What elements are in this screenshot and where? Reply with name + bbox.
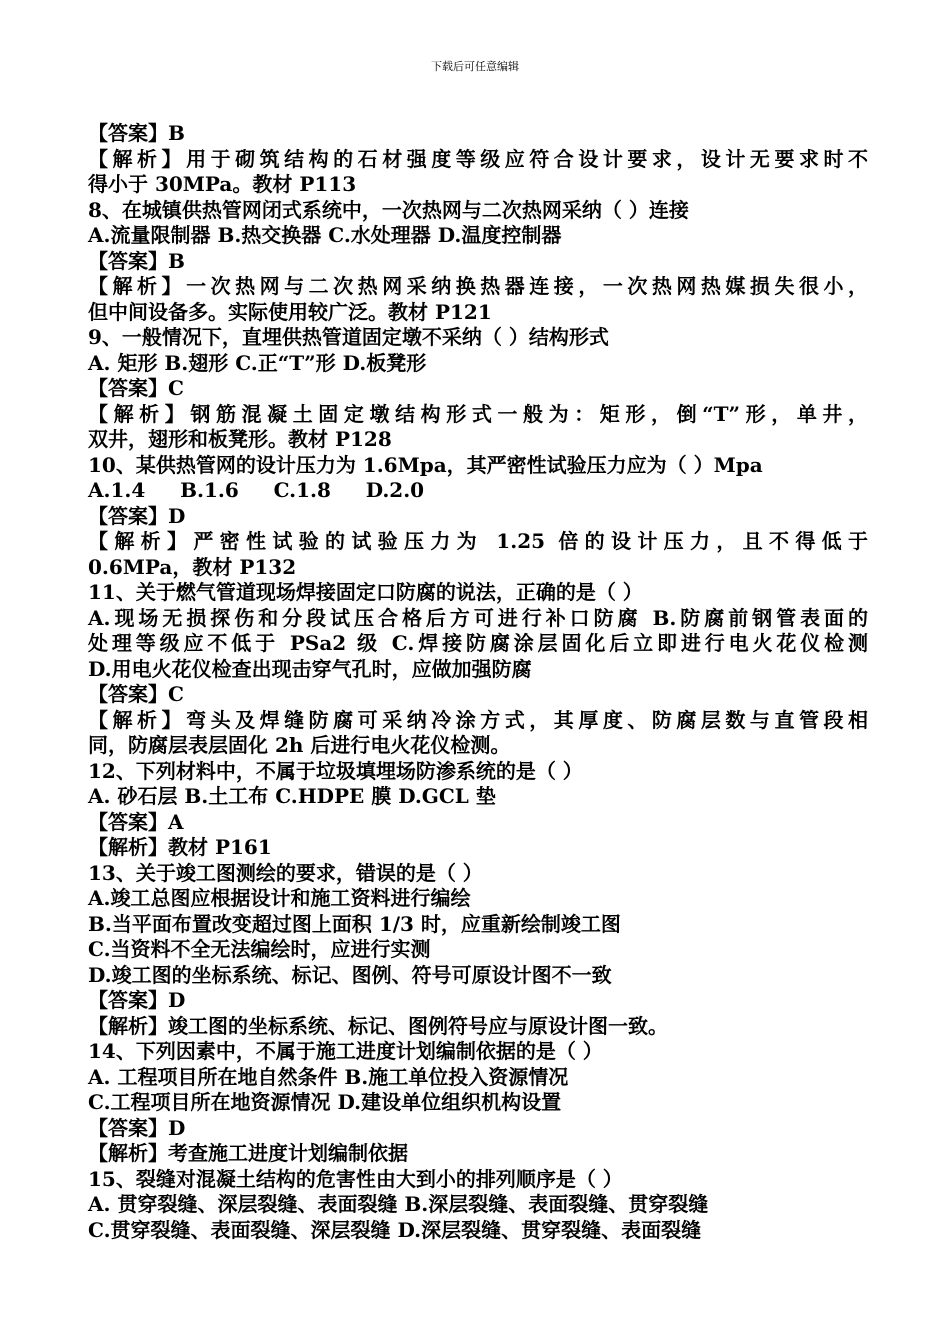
- question-line: 13、关于竣工图测绘的要求，错误的是（ ）: [88, 860, 483, 885]
- question-line: 14、下列因素中，不属于施工进度计划编制依据的是（ ）: [88, 1039, 603, 1063]
- options-line: A.1.4 B.1.6 C.1.8 D.2.0: [88, 478, 425, 502]
- options-line: A.现场无损探伤和分段试压合格后方可进行补口防腐 B.防腐前钢管表面的: [88, 605, 868, 630]
- explanation-line: 【解析】严密性试验的试验压力为 1.25 倍的设计压力，且不得低于: [88, 529, 868, 553]
- explanation-line: 双井，翅形和板凳形。教材 P128: [88, 427, 392, 451]
- answer-line: 【答案】C: [88, 376, 184, 400]
- explanation-line: 【解析】竣工图的坐标系统、标记、图例符号应与原设计图一致。: [88, 1013, 668, 1038]
- question-line: 12、下列材料中，不属于垃圾填埋场防渗系统的是（ ）: [88, 758, 583, 783]
- answer-line: 【答案】D: [88, 1115, 186, 1140]
- options-line: A.流量限制器 B.热交换器 C.水处理器 D.温度控制器: [88, 223, 562, 247]
- answer-line: 【答案】B: [88, 248, 185, 273]
- options-line: C.当资料不全无法编绘时，应进行实测: [88, 937, 431, 961]
- question-line: 15、裂缝对混凝土结构的危害性由大到小的排列顺序是（ ）: [88, 1166, 623, 1191]
- document-body: [88, 121, 868, 1243]
- page-header: 下载后可任意编辑: [431, 60, 519, 73]
- answer-line: 【答案】D: [88, 988, 186, 1012]
- options-line: A. 矩形 B.翅形 C.正“T”形 D.板凳形: [88, 350, 427, 375]
- explanation-line: 【解析】钢筋混凝土固定墩结构形式一般为：矩形，倒“T”形，单井，: [88, 401, 868, 426]
- question-line: 8、在城镇供热管网闭式系统中，一次热网与二次热网采纳（ ）连接: [88, 197, 689, 222]
- explanation-line: 0.6MPa，教材 P132: [88, 554, 297, 579]
- explanation-line: 得小于 30MPa。教材 P113: [88, 172, 357, 196]
- explanation-line: 【解析】用于砌筑结构的石材强度等级应符合设计要求，设计无要求时不: [88, 146, 868, 171]
- explanation-line: 【解析】考查施工进度计划编制依据: [88, 1141, 408, 1165]
- options-line: A.竣工总图应根据设计和施工资料进行编绘: [88, 886, 471, 910]
- answer-line: 【答案】A: [88, 809, 184, 834]
- options-line: A. 砂石层 B.土工布 C.HDPE 膜 D.GCL 垫: [88, 784, 496, 808]
- options-line: D.竣工图的坐标系统、标记、图例、符号可原设计图不一致: [88, 962, 612, 987]
- explanation-line: 但中间设备多。实际使用较广泛。教材 P121: [88, 299, 492, 324]
- answer-line: 【答案】B: [88, 121, 185, 145]
- question-line: 11、关于燃气管道现场焊接固定口防腐的说法，正确的是（ ）: [88, 580, 643, 604]
- answer-line: 【答案】C: [88, 682, 184, 706]
- question-line: 10、某供热管网的设计压力为 1.6Mpa，其严密性试验压力应为（ ）Mpa: [88, 452, 763, 477]
- explanation-line: 【解析】一次热网与二次热网采纳换热器连接，一次热网热媒损失很小，: [88, 274, 868, 298]
- options-line: C.工程项目所在地资源情况 D.建设单位组织机构设置: [88, 1090, 562, 1114]
- answer-line: 【答案】D: [88, 503, 186, 528]
- options-line: 处理等级应不低于 PSa2 级 C.焊接防腐涂层固化后立即进行电火花仪检测: [88, 631, 868, 655]
- explanation-line: 【解析】弯头及焊缝防腐可采纳冷涂方式，其厚度、防腐层数与直管段相: [88, 707, 868, 732]
- question-line: 9、一般情况下，直埋供热管道固定墩不采纳（ ）结构形式: [88, 325, 609, 349]
- options-line: C.贯穿裂缝、表面裂缝、深层裂缝 D.深层裂缝、贯穿裂缝、表面裂缝: [88, 1217, 702, 1242]
- options-line: D.用电火花仪检查出现击穿气孔时，应做加强防腐: [88, 656, 532, 681]
- explanation-line: 同，防腐层表层固化 2h 后进行电火花仪检测。: [88, 733, 511, 757]
- explanation-line: 【解析】教材 P161: [88, 835, 272, 859]
- options-line: A. 工程项目所在地自然条件 B.施工单位投入资源情况: [88, 1064, 569, 1089]
- options-line: B.当平面布置改变超过图上面积 1/3 时，应重新绘制竣工图: [88, 911, 621, 936]
- options-line: A. 贯穿裂缝、深层裂缝、表面裂缝 B.深层裂缝、表面裂缝、贯穿裂缝: [88, 1192, 709, 1216]
